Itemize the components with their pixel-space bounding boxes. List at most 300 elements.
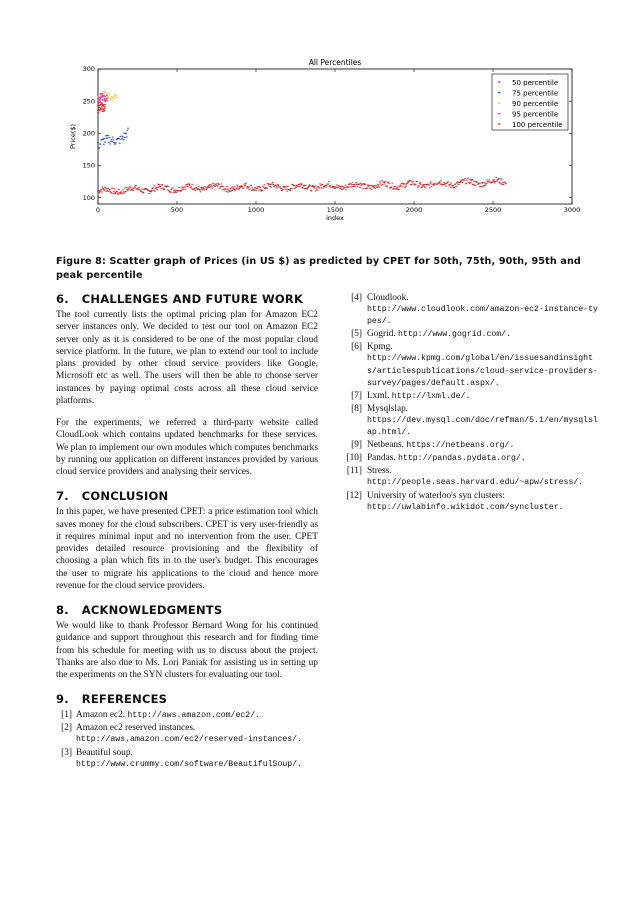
data-point <box>495 177 497 178</box>
data-point <box>100 98 102 99</box>
data-point <box>412 181 414 182</box>
data-point <box>386 186 388 187</box>
data-point <box>186 184 188 185</box>
data-point <box>429 187 431 188</box>
data-point <box>393 188 395 189</box>
reference-number: [4] <box>351 293 362 303</box>
data-point <box>148 190 150 191</box>
reference-text: Pandas. <box>367 453 398 464</box>
data-point <box>500 178 502 179</box>
data-point <box>104 96 106 97</box>
data-point <box>452 185 454 186</box>
reference-text: Cloudlook. <box>367 293 409 303</box>
data-point <box>111 141 113 142</box>
reference-number: [5] <box>351 329 362 340</box>
data-point <box>227 189 229 190</box>
data-point <box>450 183 452 184</box>
reference-link[interactable]: http://www.kpmg.com/global/en/issuesandinsights/articlespublications/cloud-service-providers-survey/pages/default.aspx/. <box>367 354 598 388</box>
reference-link[interactable]: http://www.crummy.com/software/BeautifulSoup/. <box>76 759 303 769</box>
data-point <box>178 187 180 188</box>
data-point <box>307 187 309 188</box>
data-point <box>345 189 347 190</box>
data-point <box>117 194 119 195</box>
data-point <box>444 184 446 185</box>
data-point <box>469 179 471 180</box>
data-point <box>152 187 154 188</box>
data-point <box>98 101 100 102</box>
reference-link[interactable]: http://lxml.de/. <box>391 391 471 401</box>
data-point <box>470 182 472 183</box>
data-point <box>101 108 103 109</box>
data-point <box>388 183 390 184</box>
reference-link[interactable]: https://dev.mysql.com/doc/refman/5.1/en/mysqlslap.html/. <box>367 415 598 438</box>
data-point <box>263 187 265 188</box>
data-point <box>481 186 483 187</box>
data-point <box>104 107 106 108</box>
data-point <box>240 187 242 188</box>
data-point <box>215 184 217 185</box>
section-conclusion <box>56 489 318 592</box>
data-point <box>108 93 110 94</box>
paragraph: In this paper, we have presented CPET: a price estimation tool which saves money for the cloud subscribers. CPET is very user-friendly as it requires minimal input and no intervention from the user. CPET provides detailed resource provisioning and the flexibility of choosing a plan which fits in to the user's budget. This encourages the user to migrate his applications to the cloud and hence more revenue for the cloud service providers. <box>56 507 318 591</box>
data-point <box>255 190 257 191</box>
data-point <box>103 190 105 191</box>
data-point <box>141 189 143 190</box>
data-point <box>176 192 178 193</box>
data-point <box>424 186 426 187</box>
data-point <box>377 184 379 185</box>
data-point <box>100 109 102 110</box>
data-point <box>125 191 127 192</box>
data-point <box>150 191 152 192</box>
x-tick-label: 500 <box>170 206 184 214</box>
data-point <box>109 100 111 101</box>
data-point <box>232 186 234 187</box>
data-point <box>113 100 115 101</box>
data-point <box>116 97 118 98</box>
data-point <box>120 191 122 192</box>
data-point <box>207 186 209 187</box>
data-point <box>286 191 288 192</box>
data-point <box>113 95 115 96</box>
data-point <box>429 183 431 184</box>
data-point <box>326 185 328 186</box>
data-point <box>423 184 425 185</box>
data-point <box>184 189 186 190</box>
data-point <box>106 101 108 102</box>
data-point <box>119 143 121 144</box>
data-point <box>160 188 162 189</box>
data-point <box>162 188 164 189</box>
data-point <box>103 144 105 145</box>
data-point <box>309 185 311 186</box>
data-point <box>391 183 393 184</box>
data-point <box>488 180 490 181</box>
reference-number: [2] <box>61 723 72 734</box>
data-point <box>99 191 101 192</box>
data-point <box>355 182 357 183</box>
data-point <box>345 185 347 186</box>
data-point <box>157 189 159 190</box>
data-point <box>443 185 445 186</box>
reference-number: [1] <box>61 710 72 721</box>
data-point <box>234 186 236 187</box>
data-point <box>430 181 432 182</box>
data-point <box>384 183 386 184</box>
data-point <box>384 181 386 182</box>
data-point <box>236 188 238 189</box>
reference-item <box>340 439 602 452</box>
data-point <box>302 188 304 189</box>
data-point <box>201 188 203 189</box>
data-point <box>188 183 190 184</box>
data-point <box>102 139 104 140</box>
data-point <box>243 188 245 189</box>
data-point <box>447 181 449 182</box>
data-point <box>97 112 99 113</box>
data-point <box>210 184 212 185</box>
data-point <box>104 106 106 107</box>
data-point <box>103 95 105 96</box>
legend-label: 95 percentile <box>512 110 559 119</box>
data-point <box>418 186 420 187</box>
data-point <box>162 184 164 185</box>
data-point <box>102 188 104 189</box>
reference-link[interactable]: http://pandas.pydata.org/. <box>398 454 526 464</box>
data-point <box>362 188 364 189</box>
reference-link[interactable]: http://aws.amazon.com/ec2/reserved-instances/. <box>76 735 303 745</box>
data-point <box>382 184 384 185</box>
reference-link[interactable]: http://aws.amazon.com/ec2/. <box>127 711 261 721</box>
reference-text: Gogrid. <box>367 329 398 340</box>
reference-link[interactable]: http://www.cloudlook.com/amazon-ec2-instance-types/. <box>367 305 598 327</box>
data-point <box>251 190 253 191</box>
legend-label: 90 percentile <box>512 100 559 108</box>
reference-number: [10] <box>346 453 362 464</box>
data-point <box>473 181 475 182</box>
data-point <box>183 189 185 190</box>
data-point <box>151 190 153 191</box>
y-tick-label: 150 <box>82 161 95 170</box>
data-point <box>295 187 297 188</box>
data-point <box>449 184 451 185</box>
data-point <box>252 187 254 188</box>
data-point <box>208 185 210 186</box>
reference-text: Lxml. <box>367 390 392 401</box>
reference-text: Stress. <box>367 466 392 477</box>
left-column <box>56 292 318 782</box>
y-axis-label: Price($) <box>69 123 77 150</box>
data-point <box>310 191 312 192</box>
data-point <box>114 98 116 99</box>
data-point <box>317 190 319 191</box>
reference-item <box>56 722 318 746</box>
data-point <box>464 178 466 179</box>
data-point <box>126 130 128 131</box>
data-point <box>109 94 111 95</box>
data-point <box>388 182 390 183</box>
data-point <box>420 184 422 185</box>
data-point <box>431 186 433 187</box>
data-point <box>225 189 227 190</box>
data-point <box>107 135 109 136</box>
data-point <box>109 189 111 190</box>
data-point <box>104 98 106 99</box>
data-point <box>174 191 176 192</box>
data-point <box>369 188 371 189</box>
data-point <box>113 191 115 192</box>
data-point <box>455 184 457 185</box>
data-point <box>140 190 142 191</box>
data-point <box>498 178 500 179</box>
data-point <box>320 185 322 186</box>
data-point <box>206 188 208 189</box>
reference-item <box>340 328 602 341</box>
data-point <box>428 185 430 186</box>
data-point <box>297 186 299 187</box>
data-point <box>313 187 315 188</box>
data-point <box>445 186 447 187</box>
data-point <box>290 190 292 191</box>
data-point <box>198 189 200 190</box>
section-title: REFERENCES <box>81 692 168 707</box>
data-point <box>250 185 252 186</box>
data-point <box>228 190 230 191</box>
data-point <box>467 178 469 179</box>
data-point <box>98 192 100 193</box>
data-point <box>439 182 441 183</box>
reference-item <box>340 452 602 465</box>
data-point <box>262 190 264 191</box>
data-point <box>195 190 197 191</box>
data-point <box>221 184 223 185</box>
section-heading <box>56 603 318 617</box>
data-point <box>99 94 101 95</box>
data-point <box>314 188 316 189</box>
data-point <box>189 185 191 186</box>
data-point <box>322 184 324 185</box>
data-point <box>245 185 247 186</box>
data-point <box>482 183 484 184</box>
data-point <box>102 187 104 188</box>
data-point <box>254 187 256 188</box>
reference-link[interactable]: http://people.seas.harvard.edu/~apw/stress/. <box>367 478 584 488</box>
data-point <box>371 189 373 190</box>
section-heading <box>56 489 318 503</box>
reference-text: Amazon ec2 reserved instances. <box>76 723 196 734</box>
data-point <box>346 186 348 187</box>
data-point <box>464 180 466 181</box>
data-point <box>485 184 487 185</box>
data-point <box>187 186 189 187</box>
data-point <box>421 186 423 187</box>
data-point <box>109 144 111 145</box>
data-point <box>272 182 274 183</box>
data-point <box>310 189 312 190</box>
data-point <box>381 180 383 181</box>
reference-item <box>56 709 318 722</box>
data-point <box>212 183 214 184</box>
data-point <box>371 185 373 186</box>
data-point <box>294 188 296 189</box>
data-point <box>135 185 137 186</box>
paragraph: We would like to thank Professor Bernard Wong for his continued guidance and support throughout this research and for finding time from his schedule for meeting with us to discuss about the project. Thanks are also due to Ms. Lori Paniak for assisting us in setting up the experiments on the SYN clusters for evaluating our tool. <box>56 621 318 680</box>
data-point <box>366 187 368 188</box>
reference-text: Netbeans. <box>367 440 407 451</box>
data-point <box>400 185 402 186</box>
data-point <box>112 137 114 138</box>
data-point <box>376 187 378 188</box>
data-point <box>359 184 361 185</box>
reference-list <box>340 292 602 514</box>
data-point <box>352 182 354 183</box>
data-point <box>501 179 503 180</box>
paragraph: For the experiments, we referred a third-party website called CloudLook which contains updated benchmarks for these services. We plan to implement our own modules which computes benchmarks by running our application on different instances provided by various cloud service providers and analysing their services. <box>56 418 318 477</box>
data-point <box>483 186 485 187</box>
data-point <box>124 137 126 138</box>
data-point <box>110 193 112 194</box>
data-point <box>499 183 501 184</box>
data-point <box>170 192 172 193</box>
reference-link[interactable]: http://uwlabinfo.wikidot.com/syncluster. <box>367 502 564 512</box>
data-point <box>350 183 352 184</box>
data-point <box>160 186 162 187</box>
data-point <box>415 184 417 185</box>
x-tick-label: 1000 <box>247 206 265 214</box>
x-tick-label: 1500 <box>326 206 344 214</box>
data-point <box>110 98 112 99</box>
data-point <box>391 186 393 187</box>
data-point <box>334 186 336 187</box>
data-point <box>129 187 131 188</box>
data-point <box>276 186 278 187</box>
data-point <box>277 185 279 186</box>
data-point <box>172 188 174 189</box>
data-point <box>199 190 201 191</box>
reference-number: [8] <box>351 403 362 414</box>
data-point <box>131 188 133 189</box>
data-point <box>285 186 287 187</box>
data-point <box>98 107 100 108</box>
data-point <box>402 186 404 187</box>
data-point <box>243 184 245 185</box>
data-point <box>112 188 114 189</box>
data-point <box>457 183 459 184</box>
data-point <box>119 192 121 193</box>
data-point <box>321 188 323 189</box>
data-point <box>238 188 240 189</box>
data-point <box>379 181 381 182</box>
data-point <box>115 142 117 143</box>
data-point <box>248 187 250 188</box>
data-point <box>266 188 268 189</box>
data-point <box>471 180 473 181</box>
data-point <box>167 186 169 187</box>
section-acknowledgments <box>56 603 318 681</box>
data-point <box>438 181 440 182</box>
data-point <box>368 185 370 186</box>
data-point <box>408 181 410 182</box>
data-point <box>312 185 314 186</box>
data-point <box>105 188 107 189</box>
data-point <box>198 186 200 187</box>
data-point <box>155 188 157 189</box>
data-point <box>354 186 356 187</box>
data-point <box>336 185 338 186</box>
x-axis-label: index <box>326 214 344 222</box>
data-point <box>276 188 278 189</box>
data-point <box>360 185 362 186</box>
data-point <box>234 190 236 191</box>
data-point <box>222 186 224 187</box>
data-point <box>455 186 457 187</box>
data-point <box>112 193 114 194</box>
legend-label: 100 percentile <box>512 121 563 129</box>
data-point <box>267 185 269 186</box>
x-tick-label: 3000 <box>563 206 581 214</box>
figure-caption: Figure 8: Scatter graph of Prices (in US $) as predicted by CPET for 50th, 75th, 90th, 95th and peak percentile <box>56 256 581 281</box>
data-point <box>110 192 112 193</box>
reference-text: University of waterloo's syn clusters: <box>367 490 506 501</box>
reference-link[interactable]: http://www.gogrid.com/. <box>398 330 512 340</box>
data-point <box>241 186 243 187</box>
data-point <box>329 185 331 186</box>
data-point <box>322 187 324 188</box>
data-point <box>344 187 346 188</box>
data-point <box>352 186 354 187</box>
data-point <box>114 189 116 190</box>
data-point <box>378 187 380 188</box>
data-point <box>100 95 102 96</box>
data-point <box>245 183 247 184</box>
data-point <box>484 182 486 183</box>
data-point <box>106 93 108 94</box>
data-point <box>493 179 495 180</box>
data-point <box>484 185 486 186</box>
data-point <box>328 184 330 185</box>
data-point <box>217 186 219 187</box>
x-tick-label: 0 <box>95 206 101 214</box>
data-point <box>108 191 110 192</box>
scatter-chart <box>55 56 585 246</box>
data-point <box>474 185 476 186</box>
data-point <box>417 187 419 188</box>
section-number: 7. <box>56 489 69 504</box>
reference-link[interactable]: https://netbeans.org/. <box>406 441 515 451</box>
data-point <box>200 187 202 188</box>
data-point <box>376 186 378 187</box>
reference-item <box>340 490 602 514</box>
data-point <box>118 138 120 139</box>
data-point <box>105 99 107 100</box>
data-point <box>471 179 473 180</box>
data-point <box>357 186 359 187</box>
data-point <box>279 186 281 187</box>
data-point <box>270 184 272 185</box>
x-tick-label: 2500 <box>484 206 502 214</box>
data-point <box>461 180 463 181</box>
data-point <box>190 187 192 188</box>
y-tick-label: 300 <box>82 65 95 74</box>
data-point <box>101 191 103 192</box>
data-point <box>217 183 219 184</box>
reference-text: Mysqlslap. <box>367 403 409 414</box>
data-point <box>126 187 128 188</box>
reference-item <box>340 390 602 403</box>
data-point <box>283 187 285 188</box>
data-point <box>100 97 102 98</box>
data-point <box>253 189 255 190</box>
